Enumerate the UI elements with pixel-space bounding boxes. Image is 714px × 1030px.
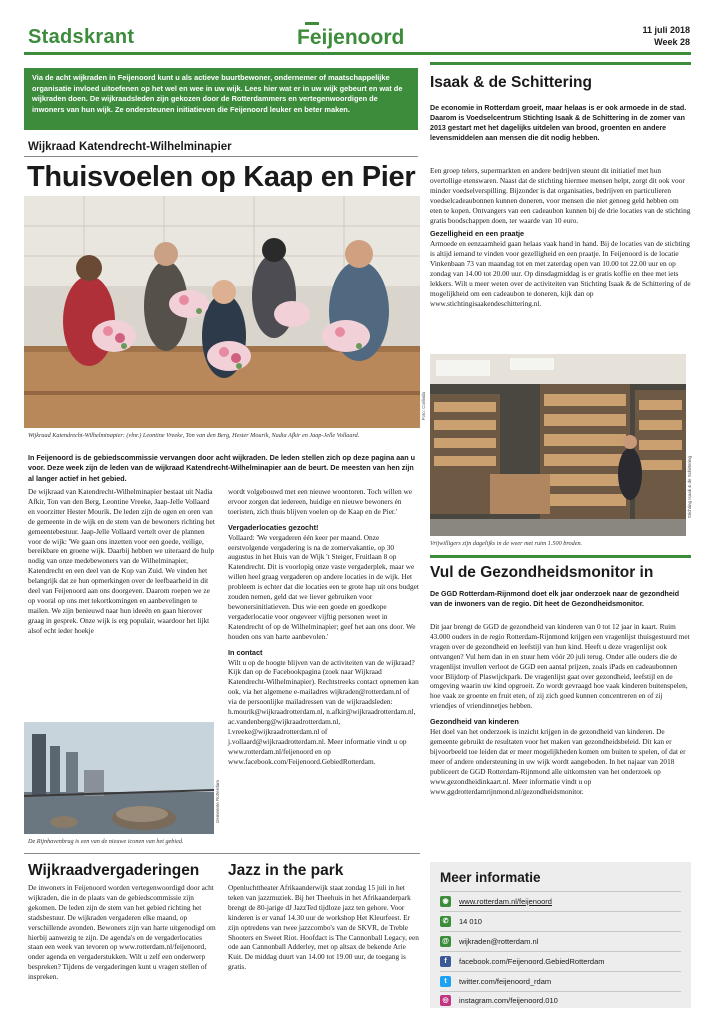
rijnhavenbrug-photo-credit: Gemeente Rotterdam [215, 780, 220, 824]
phone-icon: ✆ [440, 916, 451, 927]
info-phone-text[interactable]: 14 010 [459, 916, 482, 926]
isaak-lead: De economie in Rotterdam groeit, maar helaas is er ook armoede in de stad. Daarom is Voedselcentrum Stichting Isaak & de Schittering in de zomer van 2013 gestart met het dagelijks uitdelen van brood, groenten en andere levensmiddelen aan mensen die dit nodig hebben. [430, 104, 687, 142]
info-row-instagram[interactable] [440, 993, 558, 1007]
masthead-feijenoord [297, 26, 404, 50]
info-divider [440, 931, 681, 932]
jazz-title: Jazz in the park [228, 862, 344, 879]
jazz-text: Openluchttheater Afrikaanderwijk staat zondag 15 juli in het teken van jazzmuziek. Bij het Theehuis in het Afrikaanderpark brengt de 80-jarige dJ JazzTed tijdloze jazz ten gehore. Voor kinderen is er vanaf 14.30 uur de workshop Het Kleurfeest. Er zijn optredens van twee jazzcombo's van de SKVR, de Treble Shooters en Sweet Riot. Hoofdact is The Cannonball Legacy, een ode aan Cannonball Adderley, met op altsax de bekende Arie Kuit. De middag duurt van 14.00 tot 19.00 uur, de toegang is gratis. [228, 883, 419, 972]
isaak-text-2: Armoede en eenzaamheid gaan helaas vaak hand in hand. Bij de locaties van de stichting is altijd iemand te vinden voor gezelligheid en een praatje. In Feijenoord is de locatie Vinkenbaan 73 van maandag tot en met zaterdag open van 10.00 tot 22.00 uur en op zondag van 14.00 tot 20.00 uur. Op dinsdagmiddag is er gratis koffie en thee met iets lekkers. Wilt u meer weten over de activiteiten van Stichting Isaak & de Schittering of de mogelijkheid om een cadeaubon te doneren, kijk dan op www.stichtingisaakendeschittering.nl. [430, 239, 691, 308]
rijnhavenbrug-illustration [24, 722, 214, 834]
article-bottom-rule [24, 853, 420, 854]
info-facebook-text[interactable]: facebook.com/Feijenoord.GebiedRotterdam [459, 956, 605, 966]
article-col2-text-b: Vollaard: 'We vergaderen één keer per maand. Onze eerstvolgende vergadering is na de zomervakantie, op 30 augustus in het Huis van de Wijk 't Steiger, Fruitlaan 8 op Katendrecht. Dit is voorlopig onze vaste vergaderplek, maar we willen heel graag vergaderen op andere locaties in de wijk. Het probleem is echter dat die locaties een te grote hap uit ons budget zouden nemen, geld dat we liever gebruiken voor bewonersinitiatieven. Dus wie een goede en goedkope vergaderlocatie voor ongeveer vijftig personen weet in Katendrecht of op de Wilhelminapier; geef het aan ons door. We houden ons van harte aanbevolen.' [228, 532, 419, 641]
masthead-stadskrant: Stadskrant [28, 26, 135, 48]
subhead-vergaderlocaties: Vergaderlocaties gezocht! [228, 522, 319, 532]
article-col1: De wijkraad van Katendrecht-Wilhelminapier bestaat uit Nadia Afkir, Ton van den Berg, Leontine Vreeke, Jaap-Jelle Vollaard en voorzitter Hester Mourik. De leden zijn de ogen en oren van de gemeente in de wijk en de stem van de bewoners richting het gemeentebestuur. Jaap-Jelle Vollaard vertelt over de plannen voor de wijk: 'We gaan ons inzetten voor een goede, veilige, bereikbare en groene wijk. Daarbij hebben we uiteraard de hulp nodig van onze medebewoners van de Wilhelminapier, Katendrecht en een deel van de Kop van Zuid. We vinden het belangrijk dat ze hun opmerkingen over de leefbaarheid in dit deel van Feijenoord aan ons doorgeven. Daarom roepen we ze op vooral op ons met tekortkomingen en aanbevelingen te mailen. We zijn benieuwd naar hun ideeën en gaan hierover graag in gesprek. Onze wijk is erg populair, waardoor het lijkt alsof echt ieder hoekje [28, 487, 215, 635]
article-col2-text-c: Wilt u op de hoogte blijven van de activiteiten van de wijkraad? Kijk dan op de Facebookpagina (zoek naar Wijkraad Katendrecht-Wilhelminapier). Rechtstreeks contact opnemen kan ook, via het algemene e-mailadres wijkraden@rotterdam.nl of via de persoonlijke mailadressen van de wijkraadsleden: h.mourik@wijkraadrotterdam.nl, n.afkir@wijkraadrotterdam.nl, ac.vandenberg@wijkraadrotterdam.nl, l.vreeke@wijkraadrotterdam.nl of j.vollaard@wijkraadrotterdam.nl. Meer informatie vindt u op www.rotterdam.nl/feijenoord en op www.facebook.com/Feijenoord.GebiedRotterdam. [228, 657, 419, 766]
ggd-lead: De GGD Rotterdam-Rijnmond doet elk jaar onderzoek naar de gezondheid van de inwoners van de regio. Dit heet de Gezondheidsmonitor. [430, 590, 680, 608]
kicker-rule [24, 156, 418, 157]
facebook-icon: f [440, 956, 451, 967]
info-divider [440, 971, 681, 972]
rijnhavenbrug-caption: De Rijnhavenbrug is een van de nieuwe iconen van het gebied. [28, 838, 184, 845]
info-row-facebook[interactable] [440, 954, 605, 968]
globe-icon: ◉ [440, 896, 451, 907]
article-lead: In Feijenoord is de gebiedscommissie vervangen door acht wijkraden. De leden stellen zich op deze pagina aan u voor. Deze week zijn de leden van de wijkraad Katendrecht-Wilhelminapier aan de beurt. De meesten van hen zijn al langer actief in het gebied. [28, 453, 416, 483]
info-divider [440, 911, 681, 912]
group-photo-credit: Foto: Corlinda [421, 392, 426, 421]
group-photo [24, 196, 420, 428]
article-kicker: Wijkraad Katendrecht-Wilhelminapier [28, 141, 232, 153]
info-box [430, 862, 691, 1008]
ggd-rule [430, 555, 691, 558]
ggd-text-2: Het doel van het onderzoek is inzicht krijgen in de gezondheid van kinderen. De gemeente gebruikt de resultaten voor het maken van gezondheidsbeleid. Dit kan er bijvoorbeeld toe leiden dat er meer mogelijkheden komen om buiten te spelen, of dat er meer of andere ondersteuning in uw wijk wordt aangeboden. In het najaar van 2018 publiceert de GGD Rotterdam-Rijnmond alle uitkomsten van het onderzoek op www.gezondheidinkaart.nl. Meer informatie vindt u op www.ggdrotterdamrijnmond.nl/gezondheidsmonitor. [430, 727, 686, 796]
article-col2 [228, 487, 420, 766]
isaak-text [430, 166, 691, 309]
info-email-text[interactable]: wijkraden@rotterdam.nl [459, 936, 539, 946]
subhead-in-contact: In contact [228, 647, 263, 657]
isaak-rule [430, 62, 691, 65]
info-website-link[interactable]: www.rotterdam.nl/feijenoord [459, 896, 552, 906]
ggd-text [430, 622, 691, 796]
wijkraad-text: De inwoners in Feijenoord worden vertegenwoordigd door acht wijkraden, die in de plaats van de gebiedscommissie zijn gekomen. De leden zijn de stem van het gebied richting het stadsbestuur. De wijkraden vergaderen elke maand, op verschillende avonden. Bewoners zijn van harte uitgenodigd om hierbij aanwezig te zijn. De agenda's en de vergaderlocaties staan een week van tevoren op www.rotterdam.nl/feijenoord, onder agenda en vergaderstukken. Wilt u zelf een onderwerp bespreken? Tijdens de vergaderingen kunt u vragen stellen of inspreken. [28, 883, 216, 982]
intro-box: Via de acht wijkraden in Feijenoord kunt u als actieve buurtbewoner, ondernemer of maatschappelijke organisatie invloed uitoefenen op het wel en wee in uw wijk. Lees hier wat er in uw wijk gebeurt en wat de wijkraden doen. De wijkraadsleden zijn gekozen door de Rotterdammers en vertegenwoordigen de inwoners van hun wijk. Ze ondersteunen initiatieven die Feijenoord leuker en beter maken. [24, 68, 418, 130]
issue-date [642, 24, 690, 48]
bakery-illustration [430, 354, 686, 536]
masthead-feijenoord-text: Feijenoord [297, 26, 405, 49]
info-row-website[interactable] [440, 894, 552, 908]
bakery-photo [430, 354, 686, 536]
ggd-title: Vul de Gezondheidsmonitor in [430, 564, 654, 581]
info-row-twitter[interactable] [440, 974, 551, 988]
ggd-text-1: Dit jaar brengt de GGD de gezondheid van kinderen van 0 tot 12 jaar in kaart. Ruim 43.000 ouders in de regio Rotterdam-Rijnmond krijgen een vragenlijst thuisgestuurd met vragen over de gezondheid en leefstijl van hun kind. Heeft u deze vragenlijst ook ontvangen? Vul hem dan in en stuur hem vóór 20 juli terug. Onder alle ouders die de vragenlijst invullen verloot de GGD een aantal prijzen, zoals iPads en cadeaubonnen voor Blijdorp of Plaswijckpark. De vragenlijst gaat over gezondheid, leefstijl en de omgeving waarin uw kind opgroeit. Zo wordt gevraagd hoe vaak kinderen buitenspelen, hoe vaak ze groente en fruit eten, of zij zich goed kunnen concentreren en of zij vriendjes of vriendinnetjes hebben. [430, 622, 690, 711]
info-divider [440, 951, 681, 952]
group-photo-illustration [24, 196, 420, 428]
bakery-caption: Vrijwilligers zijn dagelijks in de weer met ruim 1.500 broden. [430, 540, 583, 547]
info-twitter-text[interactable]: twitter.com/feijenoord_rdam [459, 976, 552, 986]
header-rule [24, 52, 691, 55]
issue-week-text: Week 28 [654, 37, 690, 47]
info-divider [440, 991, 681, 992]
issue-date-text: 11 juli 2018 [642, 25, 690, 35]
info-instagram-text[interactable]: instagram.com/feijenoord.010 [459, 995, 558, 1005]
email-icon: @ [440, 936, 451, 947]
isaak-title: Isaak & de Schittering [430, 74, 592, 91]
info-box-title: Meer informatie [440, 870, 541, 885]
info-row-email[interactable] [440, 934, 538, 948]
subhead-gezelligheid: Gezelligheid en een praatje [430, 229, 525, 239]
info-divider [440, 891, 681, 892]
instagram-icon: ◎ [440, 995, 451, 1006]
article-col2-text-a: wordt volgebouwd met een nieuwe woontoren. Toch willen we ervoor zorgen dat iedereen, huidige en nieuwe bewoners én toeristen, zich thuis blijven voelen op de Kaap en de Pier.' [228, 487, 412, 516]
rijnhavenbrug-photo [24, 722, 214, 834]
isaak-text-1: Een groep telers, supermarkten en andere bedrijven steunt dit initiatief met hun overtollige etenswaren. Naast dat de stichting hiermee mensen helpt, zorgt dit ook voor minder voedselverspilling. Bijzonder is dat organisaties, bedrijven en particulieren voedselcadeaubonnen kunnen doneren, voor mensen die niet genoeg geld hebben om eten te kopen. Ontvangers van een cadeaubon kunnen bij de drie locaties van de stichting gratis boodschappen doen, ter waarde van 10 euro. [430, 166, 691, 225]
bakery-photo-credit: Stichting Isaak & de Schittering [687, 456, 692, 519]
info-row-phone[interactable] [440, 914, 482, 928]
twitter-icon: t [440, 976, 451, 987]
subhead-gezondheid: Gezondheid van kinderen [430, 717, 519, 727]
article-headline: Thuisvoelen op Kaap en Pier [27, 161, 416, 193]
wijkraad-title: Wijkraadvergaderingen [28, 862, 200, 879]
group-photo-caption: Wijkraad Katendrecht-Wilhelminapier: (vlnr.) Leontine Vreeke, Ton van den Berg, Hester Mourik, Nadia Afkir en Jaap-Jelle Vollaard. [28, 432, 360, 439]
